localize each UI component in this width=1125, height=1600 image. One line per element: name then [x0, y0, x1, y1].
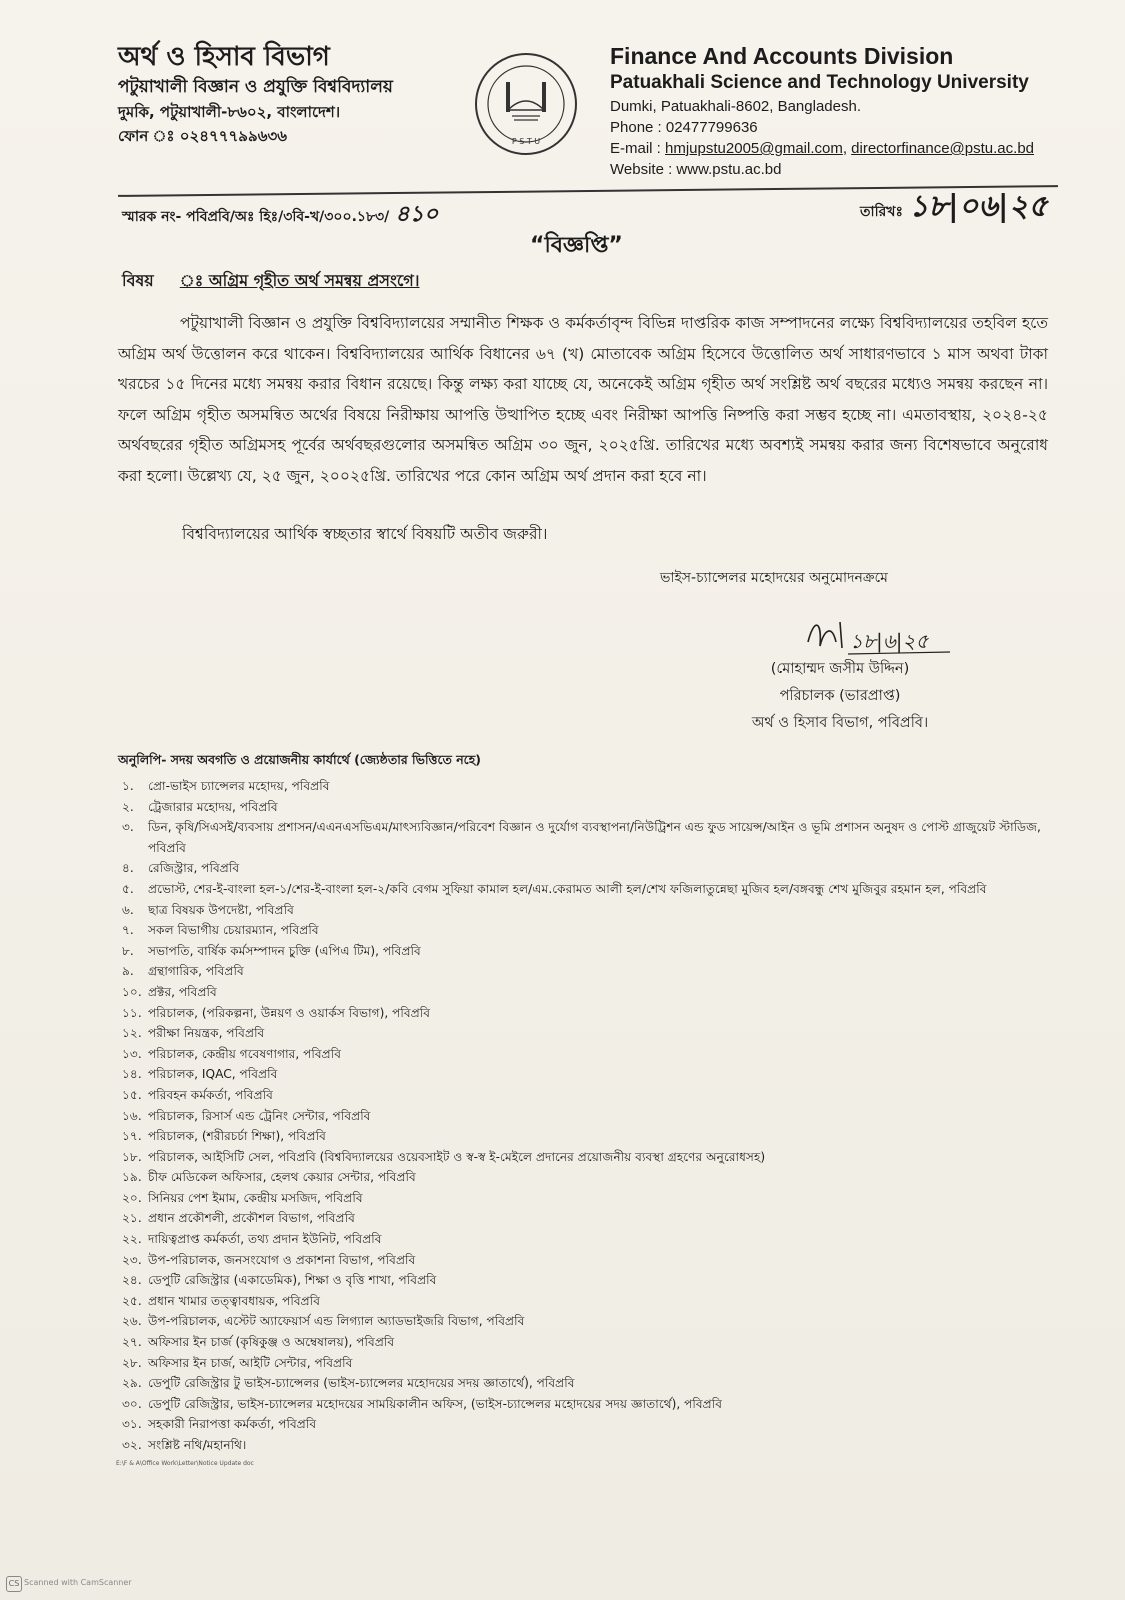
cc-list-item — [122, 1394, 1052, 1415]
cc-item-text: সিনিয়র পেশ ইমাম, কেন্দ্রীয় মসজিদ, পবিপ্রবি — [148, 1190, 363, 1205]
bn-address: দুমকি, পটুয়াখালী-৮৬০২, বাংলাদেশ। — [118, 103, 341, 121]
cc-list-item — [122, 1085, 1052, 1106]
date-label: তারিখঃ — [860, 204, 903, 220]
email-separator: , — [842, 140, 852, 157]
cc-item-number: ১. — [122, 779, 134, 793]
cc-item-text: অফিসার ইন চার্জ (কৃষিকুঞ্জ ও অম্বেষালয়), পবিপ্রবি — [148, 1335, 395, 1350]
cc-item-number: ২৪. — [122, 1273, 142, 1288]
cc-item-text: পরিচালক, IQAC, পবিপ্রবি — [148, 1067, 278, 1082]
cc-item-number: ৩. — [122, 820, 134, 835]
date-value: ১৮|০৬|২৫ — [908, 189, 1048, 224]
notice-body: পটুয়াখালী বিজ্ঞান ও প্রযুক্তি বিশ্ববিদ্যালয়ের সম্মানীত শিক্ষক ও কর্মকর্তাবৃন্দ বিভিন্ন দাপ্তরিক কাজ সম্পাদনের লক্ষ্যে বিশ্ববিদ্যালয়ের তহবিল হতে অগ্রিম অর্থ উত্তোলন করে থাকেন। বিশ্ববিদ্যালয়ের আর্থিক বিধানের ৬৭ (খ) মোতাবেক অগ্রিম হিসেবে উত্তোলিত অর্থ সাধারণভাবে ১ মাস অথবা টাকা খরচের ১৫ দিনের মধ্যে সমন্বয় করার বিধান রয়েছে। কিন্তু লক্ষ্য করা যাচ্ছে যে, অনেকেই অগ্রিম গৃহীত অর্থ সংশ্লিষ্ট অর্থ বছরের মধ্যেও সমন্বয় করছেন না। ফলে অগ্রিম গৃহীত অসমন্বিত অর্থের বিষয়ে নিরীক্ষায় আপত্তি উত্থাপিত হচ্ছে এবং নিরীক্ষা আপত্তি নিষ্পত্তি করা সম্ভব হচ্ছে না। এমতাবস্থায়, ২০২৪-২৫ অর্থবছরের গৃহীত অগ্রিমসহ পূর্বের অর্থবছরগুলোর অসমন্বিত অগ্রিম ৩০ জুন, ২০২৫খ্রি. তারিখের মধ্যে অবশ্যই সমন্বয় করার জন্য বিশেষভাবে অনুরোধ করা হলো। উল্লেখ্য যে, ২৫ জুন, ২০০২৫খ্রি. তারিখের পরে কোন অগ্রিম অর্থ প্রদান করা হবে না। — [118, 314, 1048, 485]
cc-list-item — [122, 1003, 1052, 1024]
cc-item-number: ৪. — [122, 861, 134, 876]
bn-department-title: অর্থ ও হিসাব বিভাগ — [118, 42, 330, 72]
approval-line: ভাইস-চ্যান্সেলর মহোদয়ের অনুমোদনক্রমে — [660, 570, 888, 586]
cc-item-text: ডেপুটি রেজিস্ট্রার টু ভাইস-চ্যান্সেলর (ভাইস-চ্যান্সেলর মহোদয়ের সদয় জ্ঞাতার্থে), পবিপ্রবি — [148, 1376, 575, 1391]
cc-list-item — [122, 1147, 1052, 1168]
cc-list-item — [122, 941, 1052, 962]
cc-item-number: ১৯. — [122, 1170, 142, 1185]
cc-item-text: ডেপুটি রেজিস্ট্রার, ভাইস-চ্যান্সেলর মহোদয়ের সাময়িকালীন অফিস, (ভাইস-চ্যান্সেলর মহোদয়ের সদয় জ্ঞাতার্থে), পবিপ্রবি — [148, 1396, 723, 1411]
cc-item-number: ৬. — [122, 902, 134, 917]
signatory-title: পরিচালক (ভারপ্রাপ্ত) — [779, 688, 901, 704]
cc-list-item — [122, 982, 1052, 1003]
cc-item-text: সভাপতি, বার্ষিক কর্মসম্পাদন চুক্তি (এপিএ টিম), পবিপ্রবি — [148, 943, 421, 958]
cc-item-number: ৩০. — [122, 1396, 142, 1411]
camscanner-icon: CS — [6, 1576, 22, 1592]
cc-list-item — [122, 1332, 1052, 1353]
cc-item-text: গ্রন্থাগারিক, পবিপ্রবি — [148, 964, 244, 979]
cc-item-number: ৭. — [122, 923, 134, 938]
signatory-office: অর্থ ও হিসাব বিভাগ, পবিপ্রবি। — [751, 715, 929, 731]
cc-list-item — [122, 776, 1052, 797]
cc-item-number: ১১. — [122, 1005, 142, 1020]
cc-list-item — [122, 1353, 1052, 1374]
subject-text: ঃ অগ্রিম গৃহীত অর্থ সমন্বয় প্রসংগে। — [179, 271, 420, 290]
cc-list-item — [122, 1167, 1052, 1188]
cc-item-number: ২৫. — [122, 1293, 142, 1308]
cc-item-text: সহকারী নিরাপত্তা কর্মকর্তা, পবিপ্রবি — [148, 1417, 317, 1432]
cc-item-text: চীফ মেডিকেল অফিসার, হেলথ কেয়ার সেন্টার, পবিপ্রবি — [148, 1170, 416, 1185]
cc-list-item — [122, 1414, 1052, 1435]
cc-item-number: ৩২. — [122, 1438, 142, 1452]
cc-list-item — [122, 1435, 1052, 1456]
cc-item-text: উপ-পরিচালক, জনসংযোগ ও প্রকাশনা বিভাগ, পবিপ্রবি — [148, 1252, 416, 1267]
en-department-title: Finance And Accounts Division — [610, 43, 954, 69]
cc-item-number: ৯. — [122, 964, 134, 979]
bn-phone: ফোন ঃ ০২৪৭৭৭৯৯৬৩৬ — [118, 127, 287, 145]
notice-title: “বিজ্ঞপ্তি” — [530, 233, 623, 258]
cc-item-text: রেজিস্ট্রার, পবিপ্রবি — [148, 861, 240, 876]
subject-line — [122, 268, 420, 295]
cc-item-number: ১৪. — [122, 1067, 142, 1082]
cc-item-text: দায়িত্বপ্রাপ্ত কর্মকর্তা, তথ্য প্রদান ইউনিট, পবিপ্রবি — [148, 1232, 382, 1247]
cc-item-number: ৮. — [122, 943, 134, 958]
cc-item-number: ২২. — [122, 1232, 142, 1247]
cc-item-text: প্রধান প্রকৌশলী, প্রকৌশল বিভাগ, পবিপ্রবি — [148, 1211, 355, 1226]
cc-item-text: ডেপুটি রেজিস্ট্রার (একাডেমিক), শিক্ষা ও বৃত্তি শাখা, পবিপ্রবি — [148, 1273, 437, 1288]
cc-list-item — [122, 1270, 1052, 1291]
cc-list-item — [122, 1126, 1052, 1147]
cc-item-number: ১৩. — [122, 1046, 142, 1061]
email-line — [610, 138, 1090, 159]
email-label: E-mail : — [610, 140, 666, 157]
cc-list-item — [122, 797, 1052, 818]
cc-item-number: ২৩. — [122, 1252, 142, 1267]
cc-list-item — [122, 817, 1052, 858]
cc-item-number: ২. — [122, 799, 134, 814]
signature-block — [690, 656, 990, 737]
cc-item-number: ২০. — [122, 1190, 142, 1205]
cc-list-item — [122, 1064, 1052, 1085]
cc-list-item — [122, 1373, 1052, 1394]
cc-list-item — [122, 1229, 1052, 1250]
cc-list-item — [122, 858, 1052, 879]
cc-item-number: ১৭. — [122, 1129, 142, 1144]
memo-date — [860, 182, 1048, 233]
header-english — [610, 42, 1090, 180]
header-bangla — [118, 40, 478, 148]
cc-heading: অনুলিপি- সদয় অবগতি ও প্রয়োজনীয় কার্যার্থে (জ্যেষ্ঠতার ভিত্তিতে নহে) — [118, 752, 481, 767]
cc-item-text: পরীক্ষা নিয়ন্ত্রক, পবিপ্রবি — [148, 1026, 265, 1041]
logo-text: P S T U — [511, 137, 541, 146]
urgent-note: বিশ্ববিদ্যালয়ের আর্থিক স্বচ্ছতার স্বার্থে বিষয়টি অতীব জরুরী। — [182, 525, 548, 543]
cc-item-text: পরিচালক, (পরিকল্পনা, উন্নয়ণ ও ওয়ার্কস বিভাগ), পবিপ্রবি — [148, 1005, 431, 1020]
subject-label: বিষয় — [122, 271, 154, 290]
cc-list-item — [122, 1311, 1052, 1332]
file-reference: E:\F & A\Office Work\Letter\Notice Update doc — [116, 1460, 254, 1467]
cc-item-text: পরিচালক, (শরীরচর্চা শিক্ষা), পবিপ্রবি — [148, 1129, 326, 1144]
memo-ref-number: ৪১০ — [395, 201, 439, 227]
cc-list-item — [122, 879, 1052, 900]
cc-item-number: ২৭. — [122, 1335, 142, 1350]
signature-mark — [800, 612, 960, 662]
cc-item-text: সকল বিভাগীয় চেয়ারম্যান, পবিপ্রবি — [148, 923, 319, 938]
cc-item-number: ২৬. — [122, 1314, 142, 1329]
en-university-name: Patuakhali Science and Technology University — [610, 72, 1029, 93]
bn-university-name: পটুয়াখালী বিজ্ঞান ও প্রযুক্তি বিশ্ববিদ্যালয় — [118, 77, 393, 97]
cc-item-text: প্রধান খামার তত্ত্বাবধায়ক, পবিপ্রবি — [148, 1293, 321, 1308]
cc-item-text: উপ-পরিচালক, এস্টেট অ্যাফেয়ার্স এন্ড লিগ্যাল অ্যাডভাইজরি বিভাগ, পবিপ্রবি — [148, 1314, 525, 1329]
email-link-2[interactable]: directorfinance@pstu.ac.bd — [851, 140, 1034, 157]
cc-item-number: ১০. — [122, 984, 142, 999]
cc-item-text: পরিবহন কর্মকর্তা, পবিপ্রবি — [148, 1087, 273, 1102]
cc-item-text: ছাত্র বিষয়ক উপদেষ্টা, পবিপ্রবি — [148, 902, 294, 917]
email-link-1[interactable]: hmjupstu2005@gmail.com — [665, 140, 843, 157]
cc-item-number: ১২. — [122, 1026, 142, 1041]
cc-item-text: পরিচালক, কেন্দ্রীয় গবেষণাগার, পবিপ্রবি — [148, 1046, 341, 1061]
cc-list-item — [122, 1023, 1052, 1044]
cc-item-text: সংশ্লিষ্ট নথি/মহানথি। — [148, 1438, 247, 1452]
cc-item-text: পরিচালক, আইসিটি সেল, পবিপ্রবি (বিশ্ববিদ্যালয়ের ওয়েবসাইট ও স্ব-স্ব ই-মেইলে প্রদানের প্রয়োজনীয় ব্যবস্থা গ্রহণের অনুরোধসহ) — [148, 1149, 766, 1164]
cc-item-number: ২১. — [122, 1211, 142, 1226]
cc-item-text: ডিন, কৃষি/সিএসই/ব্যবসায় প্রশাসন/এএনএসভিএম/মাৎস্যবিজ্ঞান/পরিবেশ বিজ্ঞান ও দুর্যোগ ব্যবস্থাপনা/নিউট্রিশন এন্ড ফুড সায়েন্স/আইন ও ভূমি প্রশাসন অনুষদ ও পোস্ট গ্রাজুয়েট স্টাডিজ, পবিপ্রবি — [148, 820, 1041, 855]
en-address: Dumki, Patuakhali-8602, Bangladesh. — [610, 98, 861, 115]
cc-item-text: প্রক্টর, পবিপ্রবি — [148, 984, 217, 999]
cc-list-item — [122, 1188, 1052, 1209]
cc-item-number: ৫. — [122, 881, 134, 896]
cc-item-number: ২৮. — [122, 1355, 142, 1370]
signature-date: ১৮|৬|২৫ — [850, 629, 929, 653]
cc-list-item — [122, 920, 1052, 941]
cc-list-item — [122, 900, 1052, 921]
university-logo-icon — [470, 48, 582, 160]
website-link[interactable]: Website : www.pstu.ac.bd — [610, 161, 782, 178]
cc-item-number: ৩১. — [122, 1417, 142, 1432]
en-phone: Phone : 02477799636 — [610, 119, 758, 136]
cc-item-number: ১৮. — [122, 1149, 142, 1164]
cc-item-number: ১৬. — [122, 1108, 142, 1123]
cc-list-item — [122, 1106, 1052, 1127]
cc-item-text: প্রো-ভাইস চ্যান্সেলর মহোদয়, পবিপ্রবি — [148, 779, 330, 793]
cc-item-text: ট্রেজারার মহোদয়, পবিপ্রবি — [148, 799, 278, 814]
cc-list-item — [122, 1291, 1052, 1312]
signatory-name: (মোহাম্মদ জসীম উদ্দিন) — [770, 661, 910, 677]
cc-item-text: পরিচালক, রিসার্স এন্ড ট্রেনিং সেন্টার, পবিপ্রবি — [148, 1108, 371, 1123]
cc-item-text: অফিসার ইন চার্জ, আইটি সেন্টার, পবিপ্রবি — [148, 1355, 353, 1370]
cc-list-item — [122, 1250, 1052, 1271]
cc-list — [122, 776, 1052, 1456]
cc-item-text: প্রভোস্ট, শের-ই-বাংলা হল-১/শের-ই-বাংলা হল-২/কবি বেগম সুফিয়া কামাল হল/এম.কেরামত আলী হল/শেখ ফজিলাতুন্নেছা মুজিব হল/বঙ্গবন্ধু শেখ মুজিবুর রহমান হল, পবিপ্রবি — [148, 881, 987, 896]
memo-ref-label: স্মারক নং- পবিপ্রবি/অঃ হিঃ/৩বি-খ/৩০০.১৮৩/ — [122, 209, 390, 225]
cc-item-number: ২৯. — [122, 1376, 142, 1391]
cc-item-number: ১৫. — [122, 1087, 142, 1102]
camscanner-watermark: Scanned with CamScanner — [24, 1578, 132, 1587]
cc-list-item — [122, 961, 1052, 982]
cc-list-item — [122, 1044, 1052, 1065]
cc-list-item — [122, 1208, 1052, 1229]
memo-reference — [122, 197, 438, 234]
